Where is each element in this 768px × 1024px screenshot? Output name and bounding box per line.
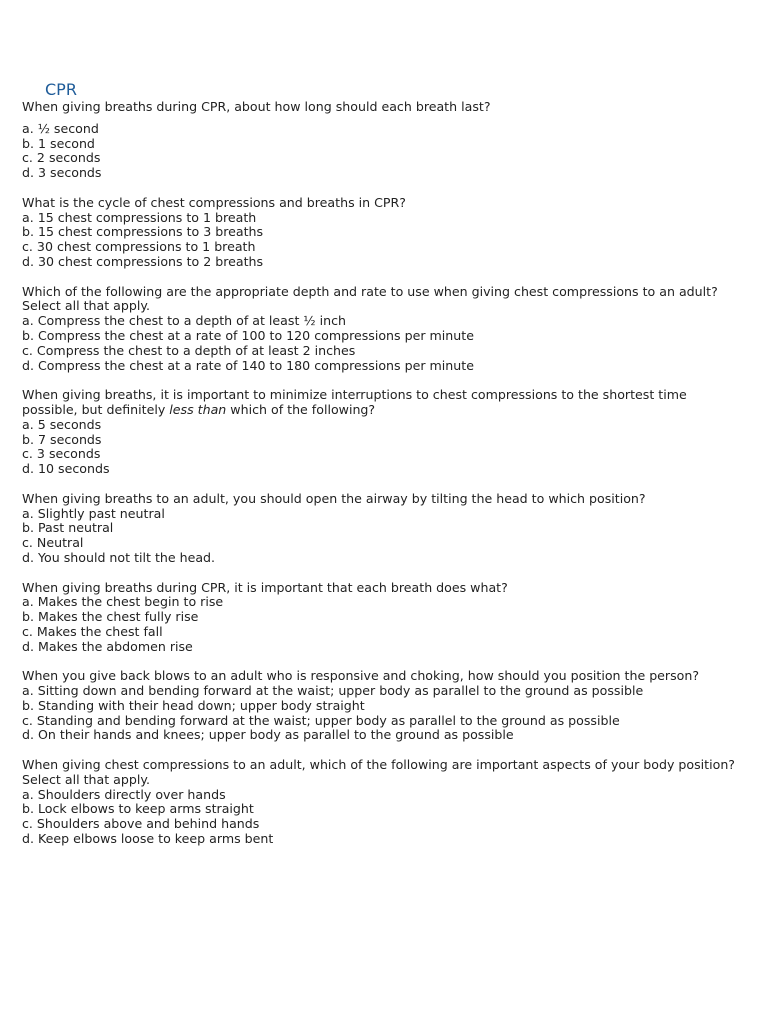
option-item: b. 15 chest compressions to 3 breaths [22,224,264,240]
option-item: c. Standing and bending forward at the waist; upper body as parallel to the ground as possible [22,712,620,728]
option-item: b. Past neutral [22,520,114,536]
option-item: c. Makes the chest fall [22,623,163,639]
option-list [22,211,742,270]
option-item: d. Compress the chest at a rate of 140 to 180 compressions per minute [22,357,474,373]
question-1 [22,100,742,181]
option-item: b. 1 second [22,135,95,151]
question-8 [22,758,742,847]
option-list [22,684,742,743]
question-5 [22,492,742,566]
option-list [22,314,742,373]
option-item: a. ½ second [22,120,99,136]
option-item: a. Compress the chest to a depth of at least ½ inch [22,313,346,329]
document-title: CPR [45,80,77,99]
question-6 [22,581,742,655]
option-item: a. Makes the chest begin to rise [22,594,224,610]
option-list [22,418,742,477]
question-text: When giving breaths to an adult, you should open the airway by tilting the head to which position? [22,490,646,506]
option-item: a. Sitting down and bending forward at the waist; upper body as parallel to the ground as possible [22,683,644,699]
option-item: b. Lock elbows to keep arms straight [22,801,254,817]
question-text: Which of the following are the appropriate depth and rate to use when giving chest compressions to an adult? Select all that apply. [22,283,718,314]
option-item: d. On their hands and knees; upper body as parallel to the ground as possible [22,727,514,743]
question-text-end: which of the following? [226,401,376,417]
option-item: a. 5 seconds [22,416,102,432]
option-item: c. 2 seconds [22,150,101,166]
option-item: c. 30 chest compressions to 1 breath [22,239,256,255]
option-list [22,788,742,847]
option-item: b. Standing with their head down; upper body straight [22,697,365,713]
question-text-emphasis: less than [169,401,227,417]
option-item: d. 10 seconds [22,461,110,477]
option-item: b. 7 seconds [22,431,102,447]
option-item: d. 3 seconds [22,165,102,181]
question-4 [22,388,742,477]
question-text-start: When giving breaths, it is important to minimize interruptions to chest compressions to the shortest time possible, but definitely [22,387,687,417]
option-item: d. You should not tilt the head. [22,549,216,565]
question-text: When giving chest compressions to an adult, which of the following are important aspects of your body position? Select all that apply. [22,757,735,787]
option-item: a. Shoulders directly over hands [22,786,226,802]
option-list [22,595,742,654]
question-text: What is the cycle of chest compressions and breaths in CPR? [22,194,406,210]
option-item: c. Shoulders above and behind hands [22,816,260,832]
question-text: When giving breaths during CPR, about how long should each breath last? [22,99,491,114]
option-list [22,122,742,181]
option-item: a. Slightly past neutral [22,505,165,521]
option-item: c. Neutral [22,535,84,551]
option-item: b. Makes the chest fully rise [22,609,199,625]
option-list [22,507,742,566]
document-page [22,80,742,862]
question-2 [22,196,742,270]
option-item: a. 15 chest compressions to 1 breath [22,209,257,225]
option-item: b. Compress the chest at a rate of 100 to 120 compressions per minute [22,327,474,343]
question-text: When you give back blows to an adult who is responsive and choking, how should you position the person? [22,668,700,684]
option-item: d. Makes the abdomen rise [22,638,193,654]
question-3 [22,285,742,374]
question-7 [22,669,742,743]
option-item: d. Keep elbows loose to keep arms bent [22,831,274,847]
option-item: c. 3 seconds [22,446,101,462]
option-item: c. Compress the chest to a depth of at least 2 inches [22,342,356,358]
option-item: d. 30 chest compressions to 2 breaths [22,253,264,269]
question-text: When giving breaths during CPR, it is important that each breath does what? [22,579,508,595]
question-text [22,388,742,418]
